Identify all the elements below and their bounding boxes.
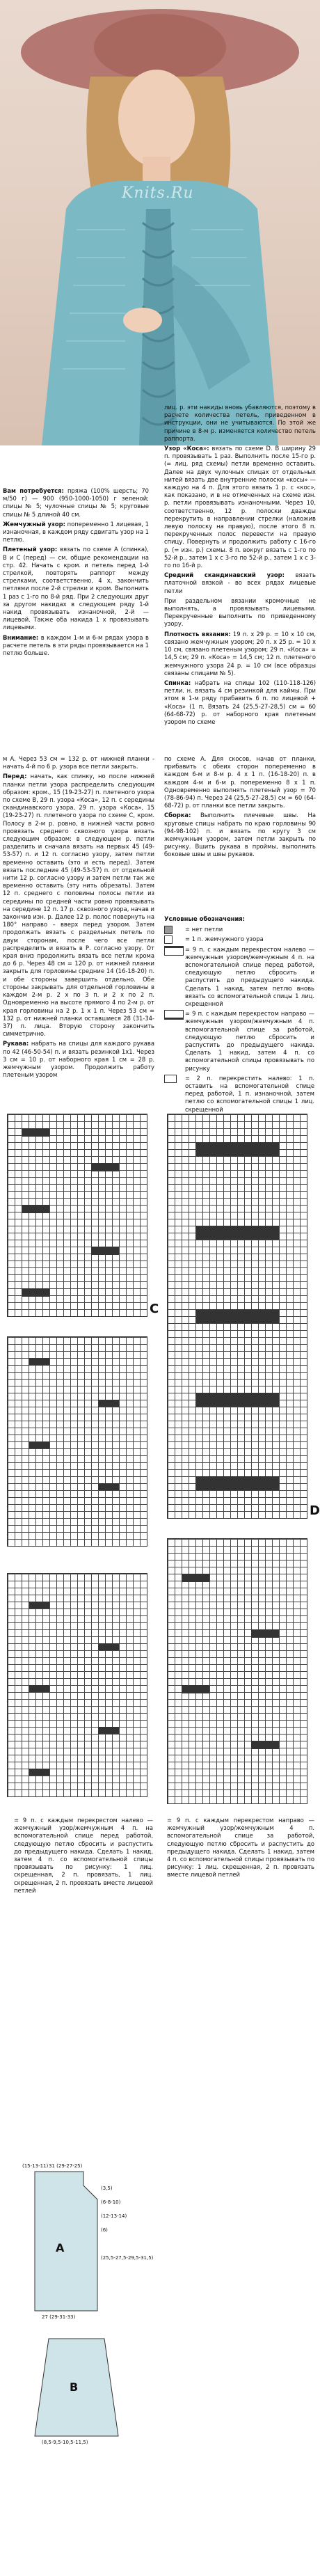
density-text: 19 п. x 29 р. = 10 x 10 см, связано жемчужным узором; 20 п. x 25 р. = 10 x 10 см, связано плетеным узором; 29 п. «Коса» = 14,5 см; 29 п. «Коса» = 14,5 см; 12 п. плетеного жемчужного узора 24 р. = 10 см (все образцы связаны спицами № 5). (164, 630, 316, 677)
chart-mark (195, 1226, 279, 1240)
back-paragraph (164, 679, 316, 726)
kosa-title: Узор «Коса»: (164, 445, 209, 452)
sleeves-paragraph (3, 1040, 154, 1079)
bottom-right-text-block (167, 1817, 314, 1942)
note-text: При раздельном вязании кромочные не выполнять, а провязывать лицевыми. Перекрученные выполнить по приведенному узору. (164, 596, 316, 628)
dim-label: (25,5-27,5-29,5-31,5) (101, 2255, 154, 2261)
attention-text: в каждом 1-м и 6-м рядах узора в расчете петель в эти ряды провязывается на 1 петлю больше. (3, 633, 149, 657)
pearl-stitch-symbol (164, 935, 185, 943)
bottom-right-text: = 9 п. с каждым перекрестом направо — жемчужный узор/жемчужным 4 п. вспомогательной спице за работой, следующую петлю сбросить и распустить до предыдущего накида. Сделать 1 накид, затем 4 п. со вспомогательной спицы провязывать по рисунку: 1 лиц. скрещенная, 2 п. провязать вместе лицевой петлей (167, 1817, 314, 1879)
chart-b-grid (7, 1573, 147, 1797)
sleeve-cont-paragraph (164, 755, 316, 809)
pearl-title: Жемчужный узор: (3, 520, 65, 528)
dim-label: (15-13-11) (22, 2163, 49, 2169)
front-paragraph (3, 773, 154, 1038)
chart-d-grid (167, 1114, 307, 1519)
dim-label: (8,5-9,5-10,5-11,5) (42, 2440, 88, 2445)
chart-mark (98, 1483, 119, 1490)
chart-mark (29, 1602, 49, 1609)
piece-letter: A (56, 2241, 65, 2254)
chart-mark (29, 1769, 49, 1776)
chart-c-letter: C (150, 1302, 159, 1316)
chart-d (167, 1114, 320, 1519)
chart-mark (195, 1142, 279, 1156)
legend-item (164, 926, 314, 933)
chart-a (7, 1336, 147, 1547)
legend-item-text: = 2 п. перекрестить налево: 1 п. оставить на вспомогательной спице перед работой, 1 п. изнаночной, затем петлю со вспомогательной спицы 1 лиц. скрещенной (185, 1074, 314, 1113)
assembly-paragraph (164, 812, 316, 858)
dim-label: 27 (29-31-33) (42, 2314, 76, 2320)
bottom-left-text: = 9 п. с каждым перекрестом налево — жемчужный узор/жемчужным 4 п. на вспомогательной спице перед работой, следующую петлю сбросить и распустить до предыдущего накида. Сделать 1 накид, затем 4 п. со вспомогательной спицы провязывать по рисунку: 1 лиц. скрещенная, 2 п. провязать, 1 лиц. скрещенная, 2 п. провязать вместе лицевой петлей (14, 1817, 153, 1894)
pearl-paragraph (3, 521, 149, 544)
density-title: Плотность вязания: (164, 630, 231, 638)
attention-title: Внимание: (3, 633, 39, 641)
front-text: начать, как спинку, но после нижней планки петли узора распределить следующим образом: кром., 15 (19-23-27) п. плетеного узора по схеме В, 29 п. узора «Коса», 12 п. с середины скандинавского узора, 29 п. узора «Коса», 15 (19-23-27) п. плетеного узора по схеме С, кром. Полосу в 2-м р. ровно, в нижней части ровно провязать среднего сквозного узора вязать следующим образом: в следующем р. петли разделить и сначала вязать на первых 45 (49-53-57) п. и 12 п. согласно узору, затем петли временно оставить (это и есть перед). Затем вязать последние 45 (49-53-57) п. от отдельной нити 12 р. согласно узору и затем петли так же временно оставить (эту нить обрезать). Затем 12 п. среднего с половины полосы петли из середины по средней части ровно провязывать на середине 12 п. 17 р. сквозного узора, начав и закончив изн. р. Далее 12 р. полос повернуть на 180° направо – вверх перед узором. Затем продолжать вязать с раздельных петель по двум сторонам, после чего все петли распределить и вязать в Р. согласно узору. От края вниз продолжить вязать все петли крома до 6 р. Через 48 см = 120 р. от нижней планки закрыть для горловины средние 14 (16-18-20) п. и обе стороны завершить отдельно. Обе стороны закрывать для отдельной горловины в каждом 2-м р. 2 х по 3 п. и 2 х по 2 п. Одновременно на высоте прямого 4 по 2-м р. от края горловины на 2 р. 1 х 1 п. Через 53 см = 132 р. от нижней планки оставшиеся 28 (31-34-37) п. лица. Вторую сторону закончить симметрично. (3, 773, 154, 1038)
legend-item-text: = 9 п. с каждым перекрестом направо — жемчужным узором/жемчужным 4 п. вспомогательной спице за работой, следующую петлю сбросить и распустить до предыдущего накида. Сделать 1 накид, затем 4 п. со вспомогательной спицы провязывать по рисунку (185, 1010, 314, 1072)
chart-e-grid (167, 1538, 307, 1804)
chart-e (167, 1538, 307, 1804)
legend-item (164, 1075, 314, 1114)
dim-label: (12-13-14) (101, 2213, 127, 2219)
chart-mark (22, 1128, 49, 1137)
materials-text: пряжа (100% шерсть; 70 м/50 г) — 900 (950-1000-1050) г зеленой; спицы № 5; чулочные спицы № 5; круговые спицы № 5 длиной 40 см. (3, 487, 149, 518)
chart-mark (182, 1685, 209, 1693)
chart-mark (182, 1574, 209, 1582)
legend-item (164, 1010, 314, 1073)
note-paragraph (164, 597, 316, 629)
legend-item-text: = 9 п. с каждым перекрестом налево — жемчужным узором/жемчужным 4 п. на вспомогательной спице перед работой, следующую петлю сбросить и распустить до предыдущего накида. Сделать 1 накид, затем петлю вновь вязать со вспомогательной спицы 1 лиц. скрещенной (185, 945, 314, 1008)
materials-paragraph (3, 487, 149, 519)
assembly-title: Сборка: (164, 812, 191, 819)
chart-mark (22, 1288, 49, 1297)
legend-item-text: = нет петли (185, 926, 223, 933)
bottom-right-paragraph (167, 1817, 314, 1879)
chart-b (7, 1573, 147, 1797)
intro-text: лиц. р. эти накиды вновь убавляются, поэтому в расчете количества петель, приведенном в инструкции, они не учитываются. По этой же причине в 8-м р. изменяется количество петель раппорта. (164, 404, 316, 442)
braid-title: Плетеный узор: (3, 546, 58, 553)
model-photo (0, 0, 320, 445)
bottom-left-paragraph (14, 1817, 153, 1895)
piece-letter: B (70, 2380, 79, 2394)
braid-paragraph (3, 546, 149, 631)
garter-paragraph (164, 571, 316, 595)
chart-d-letter: D (310, 1503, 320, 1518)
chart-a-grid (7, 1336, 147, 1547)
sleeves-text: набрать на спицы для каждого рукава по 42 (46-50-54) п. и вязать резинкой 1x1. Через 3 см = 10 р. от наборного края 1 см = 28 р. жемчужным узором. Продолжить работу плетеным узором (3, 1040, 154, 1079)
dim-label: (3,5) (101, 2186, 113, 2191)
chart-mark (98, 1400, 119, 1407)
cross-right-symbol (164, 1010, 185, 1018)
no-stitch-symbol (164, 926, 185, 933)
braid-text: вязать по схеме А (спинка), В и С (перед) — см. общие рекомендации на стр. 42. Начать с кром. и петель перед 1-й стрелкой, повторять раппорт между стрелками, соответственно, 4 х, закончить петлями после 2-й стрелки и кром. Выполнить 1 раз с 1-го по 8-й ряд. При 2 следующих друг за другом накидах в следующем ряду 1-й накид провязывать изнаночной, 2-й — лицевой. Также оба накида 1 х провязывать лицевыми. (3, 546, 149, 631)
chart-mark (29, 1358, 49, 1365)
chart-mark (91, 1247, 119, 1255)
cross-two-symbol (164, 1075, 185, 1082)
chart-mark (195, 1309, 279, 1323)
legend (164, 915, 314, 1116)
back-end-text: м А. Через 53 см = 132 р. от нижней планки - начать 4-й по 6 р. узора все петли закрыть. (3, 755, 154, 771)
chart-c (7, 1114, 159, 1317)
chart-mark (251, 1741, 279, 1749)
legend-title: Условные обозначения: (164, 915, 246, 922)
chart-mark (195, 1393, 279, 1407)
front-column (3, 755, 154, 1145)
garter-title: Средний скандинавский узор: (164, 571, 285, 579)
cross-left-symbol (164, 946, 185, 954)
materials-title: Вам потребуется: (3, 487, 64, 494)
assembly-text: Выполнить плечевые швы. На круговые спицы набрать по краю горловины 90 (94-98-102) п. и вязать по кругу 3 см жемчужным узором, затем петли закрыть по рисунку. Вшить рукава в проймы, выполнить боковые швы и швы рукавов. (164, 812, 316, 858)
chart-mark (98, 1727, 119, 1734)
chart-mark (29, 1441, 49, 1448)
back-title: Спинка: (164, 679, 191, 686)
intro-paragraph (164, 404, 316, 443)
sleeves-title: Рукава: (3, 1040, 29, 1048)
garment-schematic (21, 2158, 154, 2453)
kosa-paragraph (164, 445, 316, 569)
bottom-left-text-block (14, 1817, 153, 1942)
chart-mark (98, 1643, 119, 1650)
watermark: Knits.Ru (122, 184, 194, 202)
front-title: Перед: (3, 773, 27, 780)
attention-paragraph (3, 634, 149, 658)
density-paragraph (164, 631, 316, 677)
sleeve-cont-text: по схеме А. Для скосов, начав от планки, прибавить с обеих сторон попеременно в каждом 6-м и 8-м р. 4 x 1 п. (16-18-20) п. в каждом 4-м и 6-м р. попеременно 8 x 1 п. Одновременно выполнять плетеный узор = 70 (78-86-94) п. Через 24 (25,5-27-28,5) см = 60 (64-68-72) р. от планки все петли закрыть. (164, 755, 316, 809)
legend-item-text: = 1 п. жемчужного узора (185, 935, 264, 943)
dim-label: 31 (29-27-25) (49, 2163, 83, 2169)
legend-item (164, 946, 314, 1009)
pattern-column (164, 404, 316, 738)
pearl-text: попеременно 1 лицевая, 1 изнаночная, в каждом ряду сдвигать узор на 1 петлю. (3, 520, 149, 544)
chart-mark (22, 1205, 49, 1213)
kosa-text: вязать по схеме D. В ширину 29 п. провязывать 1 раз. Выполнить после 15-го р. (= лиц. ряд схемы) петли временно оставить. Далее на двух чулочных спицах от отдельных нитей вязать две внутренние полоски «косы» — каждую на 4 п. Для этого вязать 1 р. с «кос», как показано, и в не отмеченных на схеме изн. р. петли провязывать изнаночными. Через 10, соответственно, 12 р. полоски дважды перекрутить в направлении стрелки (наложив левую полоску на правую), после этого 8 п. перекрученных полос перевести на правую спицу. Повернуть и продолжить работу с 16-го р. (= изн. р.) схемы. 8 п. вокруг вязать с 1-го по 52-й р., затем 1 х с 3-го по 52-й р., затем 1 х с 3-го по 16-й р. (164, 445, 316, 569)
dim-label: (6-8-10) (101, 2199, 121, 2205)
assembly-column (164, 755, 316, 912)
back-text: набрать на спицы 102 (110-118-126) петли. н. вязать 4 см резинкой для каймы. При этом в 1-м ряду прибавить 6 п. по лицевой + «Коса» (1 п. Вязать 24 (25,5-27-28,5) см = 60 (64-68-72) р. от наборного края плетеным узором по схеме (164, 679, 316, 725)
chart-mark (195, 1476, 279, 1490)
chart-mark (29, 1685, 49, 1692)
legend-item (164, 935, 314, 943)
chart-mark (91, 1163, 119, 1171)
model-illustration (0, 0, 320, 445)
back-end-paragraph (3, 755, 154, 771)
chart-mark (251, 1629, 279, 1638)
garter-text: вязать платочной вязкой - во всех рядах лицевые петли (164, 571, 316, 594)
materials-column (3, 487, 149, 738)
chart-c-grid (7, 1114, 147, 1317)
schematic-drawing (21, 2158, 146, 2450)
dim-label: (6) (101, 2227, 108, 2233)
